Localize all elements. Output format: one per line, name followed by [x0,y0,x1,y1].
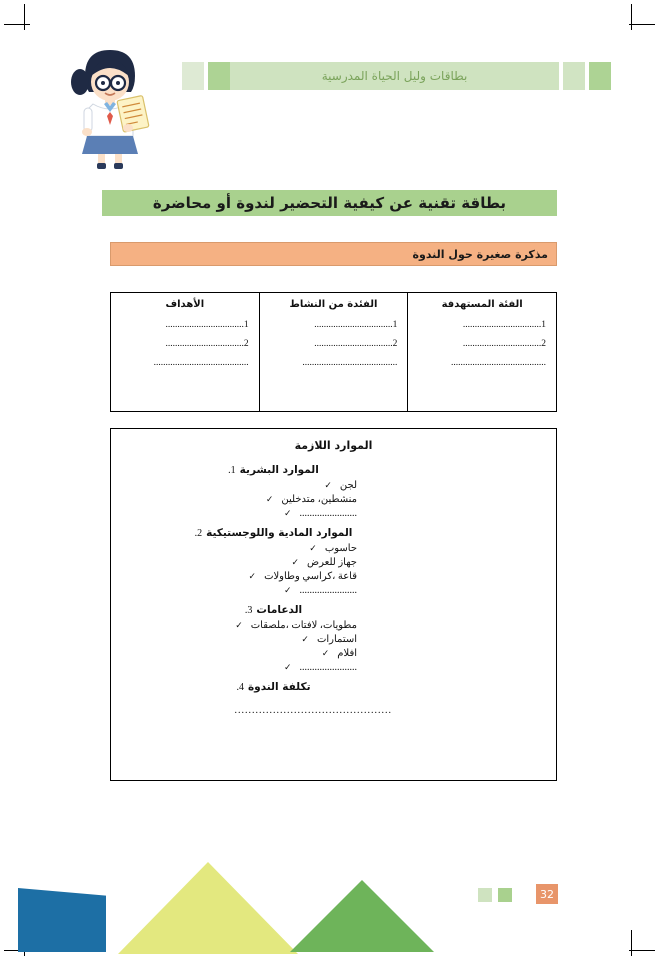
header-square-4 [182,62,204,90]
resource-sub-item [125,585,542,596]
page-number-badge: 32 [536,884,558,904]
crop-mark [629,24,655,25]
resource-group-heading [125,604,542,616]
table-line: ........................................ [302,358,398,368]
student-mascot-icon [60,40,160,170]
note-bar-label: مذكرة صغيرة حول الندوة [412,247,548,261]
resource-group-label: الدعامات [256,604,303,616]
resource-sub-item [125,571,542,582]
header-title: بطاقات وليل الحياة المدرسية [230,62,559,90]
resource-group-number: 2. [194,528,203,539]
header-square-3 [208,62,230,90]
resource-sub-item [125,648,542,659]
blue-shape [18,888,106,952]
header-square-1 [589,62,611,90]
resource-sub-item [125,620,542,631]
resource-group-heading [125,464,542,476]
resource-group-heading [125,527,542,539]
resources-title: الموارد اللازمة [294,439,373,452]
resource-sub-item [125,508,542,519]
crop-mark [631,930,632,956]
crop-mark [631,4,632,30]
page-title-bar [102,190,557,216]
resource-group-label: الموارد البشرية [239,464,319,476]
footer-square-1 [478,888,492,902]
table-line: 2................................. [165,339,249,349]
objectives-table [110,292,557,412]
column-header: الفئدة من النشاط [289,299,378,310]
check-icon: ✓ [283,662,292,672]
resource-group-label: الموارد المادية واللوجستيكية [206,527,353,539]
check-icon: ✓ [321,648,330,658]
resource-sub-label: منشطين، متدخلين [281,494,357,505]
crop-mark [4,24,30,25]
header-band-inner [178,62,611,90]
check-icon: ✓ [248,571,257,581]
cost-fill-line: ............................................. [234,705,392,716]
resource-sub-item [125,634,542,645]
resource-sub-item [125,480,542,491]
resource-sub-item [125,662,542,673]
resources-box [110,428,557,781]
table-line: 1................................. [462,320,546,330]
header-square-2 [563,62,585,90]
check-icon: ✓ [309,543,317,553]
table-line: 1................................. [165,320,249,330]
table-column-targets [408,293,556,411]
table-line: 2................................. [314,339,398,349]
resource-sub-label: افلام [337,648,357,659]
table-line: 2................................. [462,339,546,349]
resource-sub-label: لجن [339,480,357,491]
column-header: الفئة المستهدفة [441,299,523,310]
resource-sub-item [125,494,542,505]
resource-group-heading [125,681,542,693]
table-line: 1................................. [314,320,398,330]
table-line: ........................................ [451,358,546,368]
check-icon: ✓ [235,620,243,630]
resource-sub-label: استمارات [316,634,357,645]
table-line: ........................................ [153,358,249,368]
resource-group-number: 1. [228,465,236,476]
resource-sub-item [125,543,542,554]
check-icon: ✓ [324,480,332,490]
resource-sub-label: ....................... [299,508,357,519]
table-column-objectives [111,293,260,411]
check-icon: ✓ [291,557,300,567]
resource-group-number: 4. [236,682,244,693]
yellow-triangle [118,862,298,954]
resource-sub-label: قاعة ،كراسي وطاولات [264,571,357,582]
check-icon: ✓ [265,494,274,504]
resource-sub-label: جهاز للعرض [307,557,357,568]
resource-sub-label: مطويات، لافتات ،ملصقات [250,620,357,631]
resource-sub-label: ....................... [299,585,357,596]
resource-sub-item [125,557,542,568]
check-icon: ✓ [301,634,309,644]
crop-mark [24,4,25,30]
check-icon: ✓ [283,585,292,595]
column-header: الأهداف [165,299,205,310]
resource-sub-label: حاسوب [324,543,357,554]
note-bar [110,242,557,266]
table-column-benefit [260,293,409,411]
footer-square-2 [498,888,512,902]
check-icon: ✓ [283,508,292,518]
resource-group-label: تكلفة الندوة [247,681,311,693]
crop-mark [629,950,655,951]
resource-group-number: 3. [244,605,253,616]
resource-sub-label: ....................... [299,662,357,673]
page-title: بطاقة تقنية عن كيفية التحضير لندوة أو محاضرة [152,194,507,212]
green-triangle [290,880,434,952]
